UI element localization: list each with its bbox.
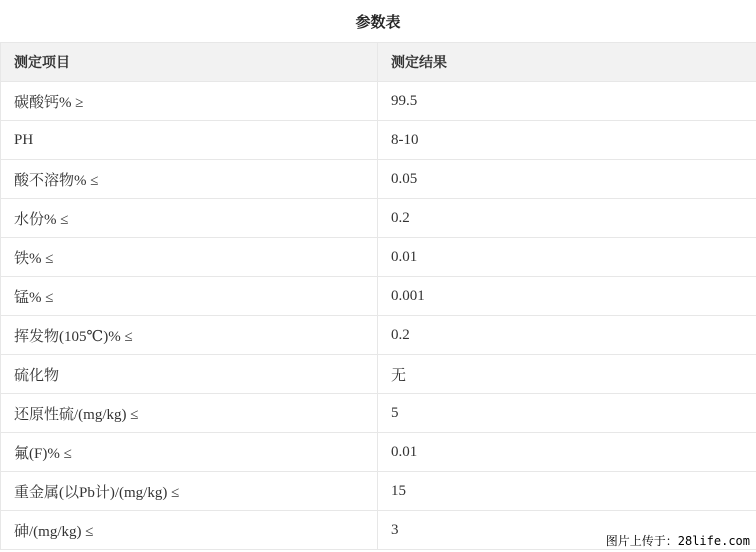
item-cell: PH — [1, 121, 378, 160]
result-cell: 99.5 — [378, 82, 756, 121]
table-row — [1, 277, 756, 316]
item-cell: 碳酸钙% ≥ — [1, 82, 378, 121]
item-cell: 挥发物(105℃)% ≤ — [1, 316, 378, 355]
item-cell: 氟(F)% ≤ — [1, 433, 378, 472]
table-row — [1, 160, 756, 199]
table-header-row — [1, 43, 756, 82]
table-row — [1, 199, 756, 238]
result-cell: 0.01 — [378, 238, 756, 277]
result-cell: 0.01 — [378, 433, 756, 472]
result-cell: 15 — [378, 472, 756, 511]
watermark: 图片上传于：28life.com — [605, 534, 750, 548]
table-row — [1, 238, 756, 277]
table-row — [1, 121, 756, 160]
page-title: 参数表 — [355, 14, 401, 31]
column-header-result: 测定结果 — [378, 43, 756, 82]
item-cell: 水份% ≤ — [1, 199, 378, 238]
result-cell: 0.2 — [378, 316, 756, 355]
table-row — [1, 316, 756, 355]
item-cell: 重金属(以Pb计)/(mg/kg) ≤ — [1, 472, 378, 511]
table-row — [1, 394, 756, 433]
table-row — [1, 433, 756, 472]
table-row — [1, 472, 756, 511]
table-row — [1, 355, 756, 394]
result-cell: 无 — [378, 355, 756, 394]
result-cell: 0.2 — [378, 199, 756, 238]
table-row — [1, 82, 756, 121]
item-cell: 硫化物 — [1, 355, 378, 394]
item-cell: 酸不溶物% ≤ — [1, 160, 378, 199]
result-cell: 0.001 — [378, 277, 756, 316]
result-cell: 8-10 — [378, 121, 756, 160]
result-cell: 3 — [378, 511, 756, 550]
item-cell: 还原性硫/(mg/kg) ≤ — [1, 394, 378, 433]
item-cell: 砷/(mg/kg) ≤ — [1, 511, 378, 550]
item-cell: 铁% ≤ — [1, 238, 378, 277]
parameters-table — [0, 42, 756, 550]
column-header-item: 测定项目 — [1, 43, 378, 82]
result-cell: 5 — [378, 394, 756, 433]
result-cell: 0.05 — [378, 160, 756, 199]
item-cell: 锰% ≤ — [1, 277, 378, 316]
